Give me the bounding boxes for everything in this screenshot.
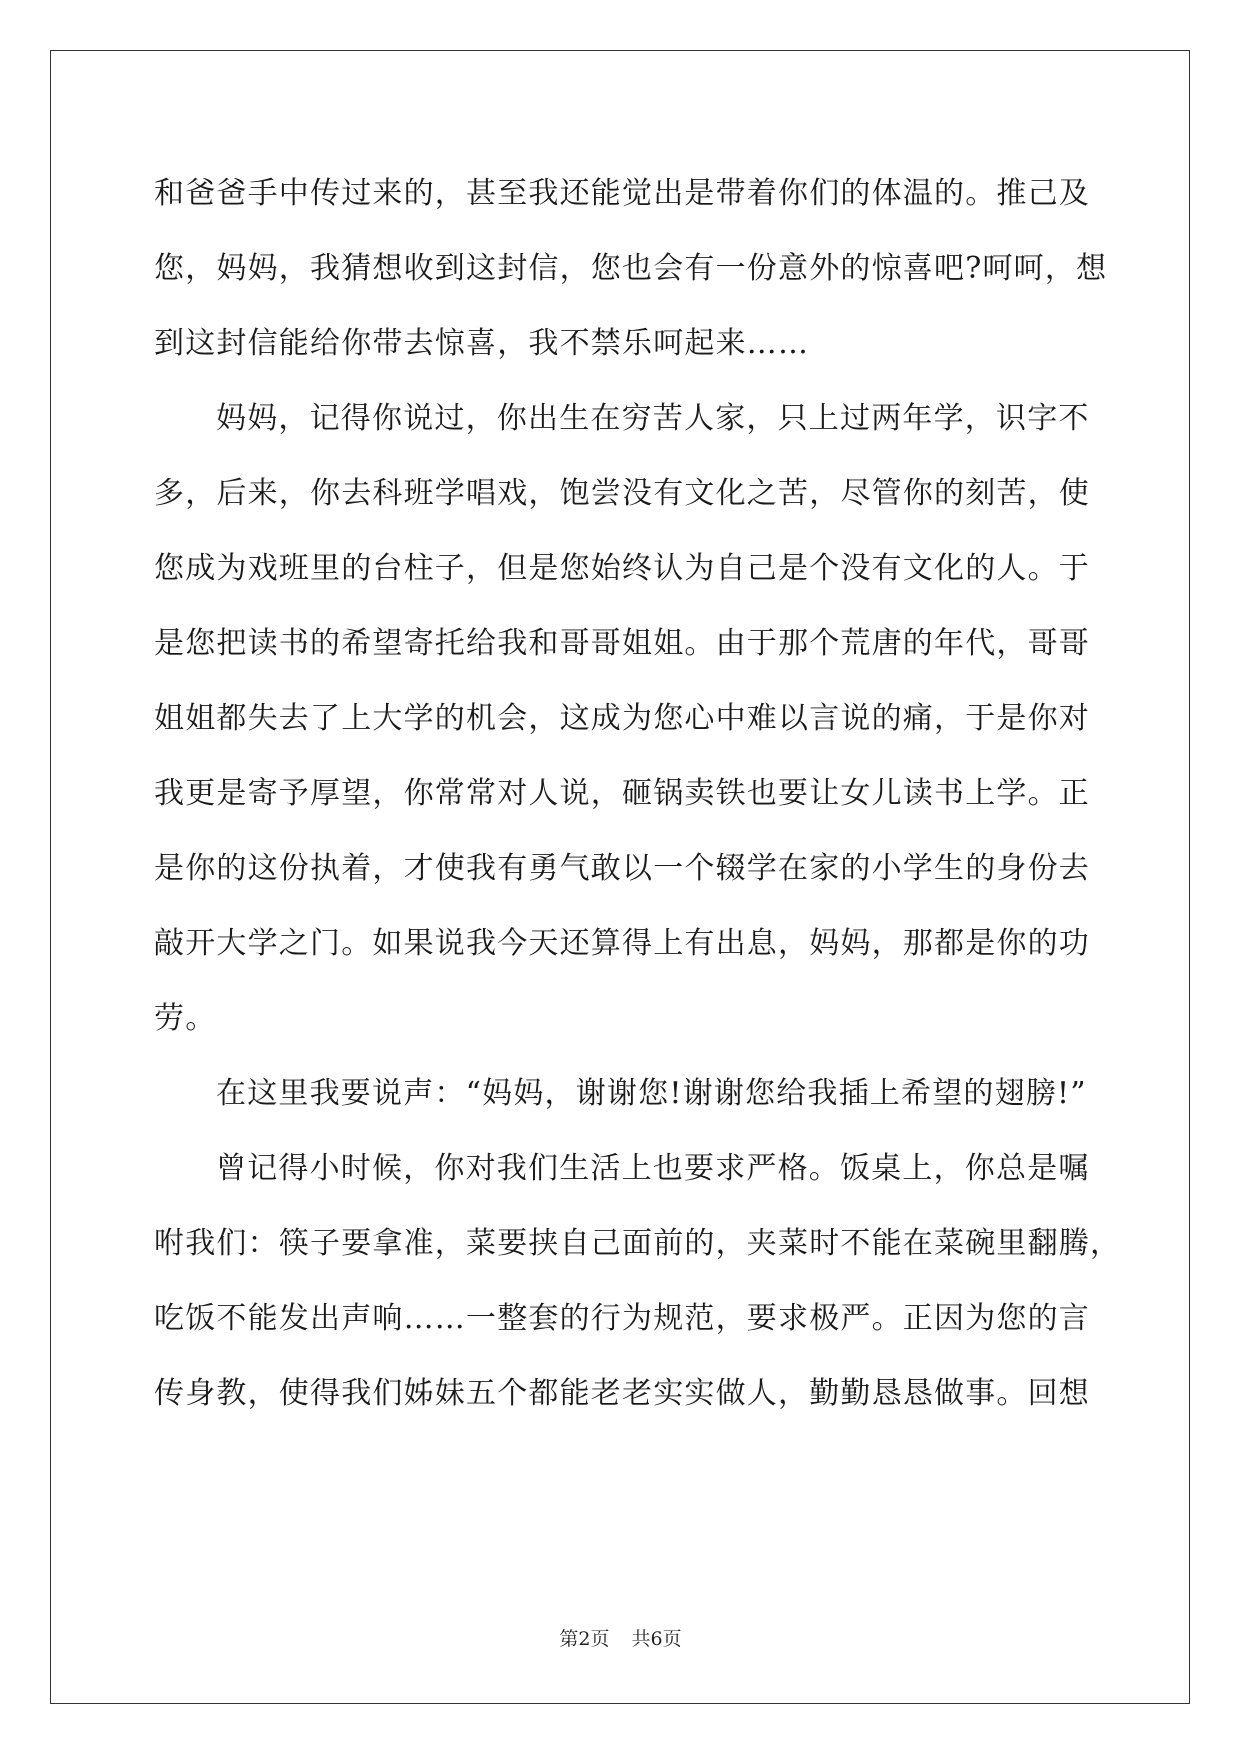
paragraph-first-line: 妈妈，记得你说过，你出生在穷苦人家，只上过两年学，识字不	[216, 401, 1090, 436]
text-line: 吃饭不能发出声响……一整套的行为规范，要求极严。正因为您的言	[154, 1301, 1090, 1336]
page-footer	[0, 1624, 1241, 1651]
page-total: 共6页	[631, 1628, 682, 1650]
text-line: 是你的这份执着，才使我有勇气敢以一个辍学在家的小学生的身份去	[154, 851, 1090, 886]
text-line: 到这封信能给你带去惊喜，我不禁乐呵起来……	[154, 326, 810, 361]
text-line: 是您把读书的希望寄托给我和哥哥姐姐。由于那个荒唐的年代，哥哥	[154, 626, 1090, 661]
text-line: 您成为戏班里的台柱子，但是您始终认为自己是个没有文化的人。于	[154, 551, 1090, 586]
page-number: 第2页	[559, 1628, 610, 1650]
text-line: 咐我们：筷子要拿准，菜要挟自己面前的，夹菜时不能在菜碗里翻腾，	[154, 1226, 1122, 1261]
text-line: 和爸爸手中传过来的，甚至我还能觉出是带着你们的体温的。推己及	[154, 176, 1090, 211]
text-line: 您，妈妈，我猜想收到这封信，您也会有一份意外的惊喜吧?呵呵，想	[154, 251, 1108, 286]
text-line: 劳。	[154, 1001, 217, 1036]
text-line: 姐姐都失去了上大学的机会，这成为您心中难以言说的痛，于是你对	[154, 701, 1090, 736]
text-line: 敲开大学之门。如果说我今天还算得上有出息，妈妈，那都是你的功	[154, 926, 1090, 961]
paragraph-first-line: 曾记得小时候，你对我们生活上也要求严格。饭桌上，你总是嘱	[216, 1151, 1090, 1186]
text-line: 多，后来，你去科班学唱戏，饱尝没有文化之苦，尽管你的刻苦，使	[154, 476, 1090, 511]
text-line: 传身教，使得我们姊妹五个都能老老实实做人，勤勤恳恳做事。回想	[154, 1376, 1090, 1411]
paragraph-first-line: 在这里我要说声：“妈妈，谢谢您!谢谢您给我插上希望的翅膀!”	[216, 1076, 1087, 1111]
text-line: 我更是寄予厚望，你常常对人说，砸锅卖铁也要让女儿读书上学。正	[154, 776, 1090, 811]
